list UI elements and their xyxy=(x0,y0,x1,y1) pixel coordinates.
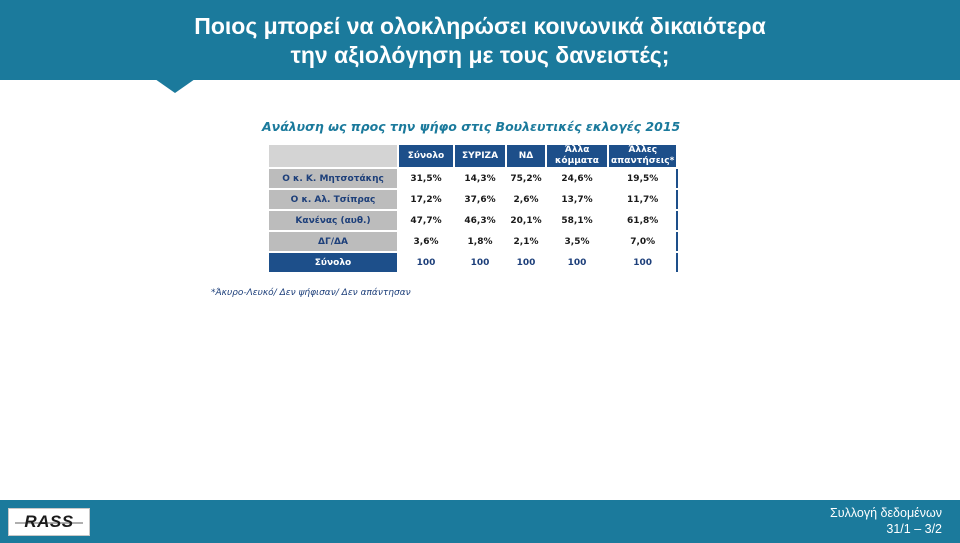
rass-logo xyxy=(8,508,90,536)
title-line-1: Ποιος μπορεί να ολοκληρώσει κοινωνικά δικαιότερα xyxy=(194,13,766,39)
data-collection-info xyxy=(830,505,942,537)
table-cell: 11,7% xyxy=(608,189,677,210)
table-cell: 20,1% xyxy=(506,210,546,231)
table-header-row xyxy=(268,144,677,168)
column-header-total: Σύνολο xyxy=(398,144,454,168)
table-cell: 47,7% xyxy=(398,210,454,231)
table-cell: 100 xyxy=(506,252,546,273)
table-cell: 75,2% xyxy=(506,168,546,189)
row-label: Ο κ. Κ. Μητσοτάκης xyxy=(268,168,398,189)
table-row xyxy=(268,168,677,189)
table-cell: 3,5% xyxy=(546,231,608,252)
table-cell: 46,3% xyxy=(454,210,506,231)
title-line-2: την αξιολόγηση με τους δανειστές; xyxy=(290,42,670,68)
table-cell: 100 xyxy=(454,252,506,273)
table-cell: 14,3% xyxy=(454,168,506,189)
table-cell: 100 xyxy=(398,252,454,273)
table-cell: 19,5% xyxy=(608,168,677,189)
total-row-label: Σύνολο xyxy=(268,252,398,273)
logo-text: RASS xyxy=(24,512,74,531)
table-total-row xyxy=(268,252,677,273)
results-table xyxy=(267,143,678,274)
table-cell: 2,6% xyxy=(506,189,546,210)
table-cell: 7,0% xyxy=(608,231,677,252)
footer-bar xyxy=(0,500,960,543)
table-cell: 24,6% xyxy=(546,168,608,189)
row-label: Ο κ. Αλ. Τσίπρας xyxy=(268,189,398,210)
table-cell: 37,6% xyxy=(454,189,506,210)
data-collection-label: Συλλογή δεδομένων xyxy=(830,506,942,520)
table-row xyxy=(268,189,677,210)
data-collection-dates: 31/1 – 3/2 xyxy=(886,522,942,536)
header-notch xyxy=(155,79,195,93)
table-cell: 3,6% xyxy=(398,231,454,252)
table-cell: 31,5% xyxy=(398,168,454,189)
table-cell: 1,8% xyxy=(454,231,506,252)
table-cell: 61,8% xyxy=(608,210,677,231)
footnote: *Άκυρο-Λευκό/ Δεν ψήφισαν/ Δεν απάντησαν xyxy=(211,288,411,298)
row-label: Κανένας (αυθ.) xyxy=(268,210,398,231)
table-cell: 2,1% xyxy=(506,231,546,252)
table-cell: 58,1% xyxy=(546,210,608,231)
table-cell: 17,2% xyxy=(398,189,454,210)
column-header-syriza: ΣΥΡΙΖΑ xyxy=(454,144,506,168)
table-cell: 100 xyxy=(608,252,677,273)
table-subtitle: Ανάλυση ως προς την ψήφο στις Βουλευτικές εκλογές 2015 xyxy=(262,119,681,134)
row-label: ΔΓ/ΔΑ xyxy=(268,231,398,252)
table-row xyxy=(268,210,677,231)
table-cell: 100 xyxy=(546,252,608,273)
column-header-nd: ΝΔ xyxy=(506,144,546,168)
header-empty-cell xyxy=(268,144,398,168)
table-cell: 13,7% xyxy=(546,189,608,210)
page-title xyxy=(0,12,960,70)
table-row xyxy=(268,231,677,252)
column-header-other-parties: Άλλα κόμματα xyxy=(546,144,608,168)
column-header-other-answers: Άλλες απαντήσεις* xyxy=(608,144,677,168)
